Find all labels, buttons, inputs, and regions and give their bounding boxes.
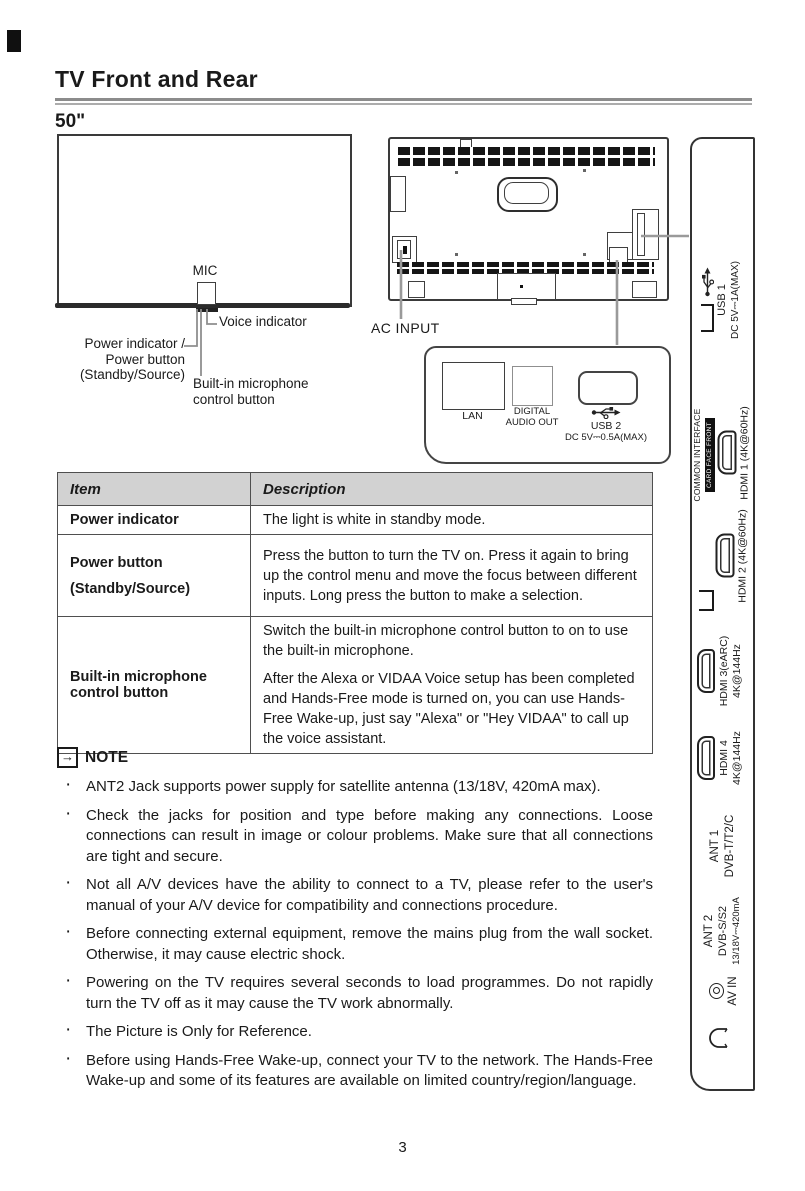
mic-label: MIC <box>192 263 218 278</box>
usb2-label: USB 2 <box>590 420 622 432</box>
av-in-icon <box>709 983 724 999</box>
power-label-line3: (Standby/Source) <box>79 367 185 382</box>
rear-center-dot <box>520 285 523 288</box>
bullet-dot: · <box>65 1047 72 1069</box>
usb1-power-label: DC 5V⎓1A(MAX) <box>730 261 741 339</box>
hdmi2-group <box>715 504 749 609</box>
usb2-port-icon <box>578 371 638 405</box>
rear-top-vent-1 <box>398 147 655 155</box>
note-text: Before connecting external equipment, remove the mains plug from the wall socket. Otherwise, it may cause electric shock. <box>86 925 653 963</box>
common-interface-group <box>688 405 718 505</box>
row-item <box>58 535 251 617</box>
note-text: Not all A/V devices have the ability to connect to a TV, please refer to the user's manual of your A/V device for compatibility and connections procedure. <box>86 876 653 914</box>
ac-input-label: AC INPUT <box>371 320 440 336</box>
ant2-label-line2: DVB-S/S2 <box>716 905 729 957</box>
ac-connector-pin <box>403 246 407 254</box>
rear-screw-dot-1 <box>455 171 458 174</box>
av-in-label: AV IN <box>727 976 739 1006</box>
usb-icon <box>591 406 621 419</box>
hdmi3-group <box>697 635 743 707</box>
rear-right-foot <box>632 281 657 298</box>
mic-module <box>196 308 218 312</box>
bullet-dot: · <box>65 802 72 824</box>
size-label: 50" <box>55 111 86 132</box>
ant2-label-line1: ANT 2 <box>702 914 715 948</box>
hdmi-port-icon <box>697 736 715 780</box>
rear-screw-dot-2 <box>583 169 586 172</box>
hdmi1-label: HDMI 1 (4K@60Hz) <box>738 406 750 500</box>
item-line2: (Standby/Source) <box>70 580 191 597</box>
table-header-row <box>58 473 653 506</box>
hdmi2-label: HDMI 2 (4K@60Hz) <box>736 509 748 603</box>
ant1-group <box>704 811 740 881</box>
hdmi3-label-line2: 4K@144Hz <box>731 644 743 698</box>
spec-table-wrap <box>57 472 653 754</box>
note-text: The Picture is Only for Reference. <box>86 1023 312 1040</box>
rear-center-box <box>497 273 556 300</box>
common-interface-label: COMMON INTERFACE <box>691 408 702 502</box>
rear-right-box-b <box>609 247 628 263</box>
usb1-label: USB 1 <box>716 284 728 316</box>
row-item <box>58 617 251 754</box>
rear-left-box <box>390 176 406 212</box>
title-rule-2 <box>55 103 752 105</box>
rear-top-vent-2 <box>398 158 655 166</box>
note-bullet <box>57 872 653 916</box>
hdmi3-label-line1: HDMI 3(eARC) <box>718 635 730 707</box>
spec-table <box>57 472 653 754</box>
power-label-line1: Power indicator / <box>84 336 185 351</box>
headphone-icon <box>707 1025 731 1051</box>
builtin-mic-line2: control button <box>193 392 275 407</box>
usb-icon <box>701 268 714 298</box>
power-label-line2: Power button <box>105 351 185 367</box>
hdmi4-label-line1: HDMI 4 <box>718 740 730 776</box>
rear-screw-dot-3 <box>455 253 458 256</box>
builtin-mic-label <box>193 376 363 408</box>
col-header-item: Item <box>58 473 251 506</box>
table-row <box>58 617 653 754</box>
hdmi4-label-line2: 4K@144Hz <box>731 731 743 785</box>
page-title: TV Front and Rear <box>55 66 258 92</box>
ant2-group <box>700 894 744 968</box>
power-indicator-label <box>38 336 185 383</box>
mic-box <box>197 282 216 305</box>
note-bullet <box>57 1019 653 1043</box>
note-bullet <box>57 774 653 798</box>
table-row <box>58 535 653 617</box>
builtin-mic-line1: Built-in microphone <box>193 376 309 391</box>
hdmi1-group <box>716 401 752 506</box>
col-header-description: Description <box>251 473 653 506</box>
ant1-label-line1: ANT 1 <box>708 829 721 863</box>
rear-screw-dot-4 <box>583 253 586 256</box>
note-text: Powering on the TV requires several seconds to load programmes. Do not rapidly turn the TV off as it may cause the TV work abnormally. <box>86 974 653 1012</box>
row-description <box>251 506 653 535</box>
digital-audio-out-port-icon <box>512 366 553 406</box>
title-rule <box>55 98 752 101</box>
description-paragraph: Press the button to turn the TV on. Press it again to bring up the control menu and move the focus between different inputs. Long press the button to make a selection. <box>263 547 637 604</box>
item-line1: Built-in microphone <box>70 669 207 685</box>
rear-handle-inner <box>504 182 549 204</box>
voice-indicator-label: Voice indicator <box>219 314 307 329</box>
note-bullet <box>57 1047 653 1092</box>
item-line1: Power button <box>70 554 163 571</box>
note-text: Check the jacks for position and type before making any connections. Loose connections can result in image or colour problems. Make sure that all connections are tight and secure. <box>86 806 653 865</box>
rear-side-port-slot <box>637 213 645 256</box>
lan-port-icon <box>442 362 505 410</box>
note-text: Before using Hands-Free Wake-up, connect your TV to the network. The Hands-Free Wake-up and some of its features are available on limited country/region/language. <box>86 1051 653 1089</box>
ant1-label-line2: DVB-T/T2/C <box>723 814 736 878</box>
hdmi-port-icon <box>697 649 715 693</box>
note-header <box>57 747 128 768</box>
bullet-dot: · <box>65 921 72 942</box>
ci-slot-icon <box>699 590 714 611</box>
page-number: 3 <box>398 1139 407 1156</box>
note-bullet <box>57 970 653 1014</box>
card-face-front-badge: CARD FACE FRONT <box>705 418 715 492</box>
hdmi-port-icon <box>715 534 734 578</box>
ant2-label-line3: 13/18V⎓420mA <box>730 897 742 965</box>
usb1-icons <box>701 268 714 333</box>
digital-label-line1: DIGITAL <box>513 406 551 417</box>
bullet-dot: · <box>65 774 72 795</box>
digital-label-line2: AUDIO OUT <box>505 416 559 428</box>
rear-center-tab <box>511 298 537 305</box>
note-bullet <box>57 921 653 965</box>
note-bullet <box>57 802 653 868</box>
note-text: ANT2 Jack supports power supply for satellite antenna (13/18V, 420mA max). <box>86 778 601 795</box>
row-description <box>251 617 653 754</box>
av-in-group <box>709 973 739 1009</box>
page-edge-marker <box>7 30 21 52</box>
hdmi-port-icon <box>717 431 736 475</box>
bullet-dot: · <box>65 970 72 991</box>
row-item: Power indicator <box>58 506 251 535</box>
bullet-dot: · <box>65 1019 72 1040</box>
hdmi4-group <box>697 725 743 791</box>
bullet-dot: · <box>65 872 72 893</box>
description-paragraph: Switch the built-in microphone control button to on to use the built-in microphone. <box>263 623 629 659</box>
row-description <box>251 535 653 617</box>
rear-bottom-vent-1 <box>397 262 654 267</box>
description-paragraph: The light is white in standby mode. <box>263 512 486 528</box>
description-paragraph: After the Alexa or VIDAA Voice setup has been completed and Hands-Free mode is turned on, you can use Hands-Free Wake-up, just say "Alexa" or "Hey VIDAA" to call up the voice assistant. <box>263 671 635 747</box>
usb2-power-label: DC 5V⎓0.5A(MAX) <box>564 432 648 443</box>
item-line2: control button <box>70 685 169 701</box>
note-title: NOTE <box>85 748 129 766</box>
lan-label: LAN <box>462 410 483 422</box>
note-arrow-icon: → <box>57 747 78 768</box>
rear-left-foot <box>408 281 425 298</box>
note-list <box>57 774 653 1100</box>
table-row <box>58 506 653 535</box>
digital-audio-out-label <box>497 407 567 428</box>
usb1-group <box>692 250 750 350</box>
usb1-port-icon <box>701 305 714 333</box>
